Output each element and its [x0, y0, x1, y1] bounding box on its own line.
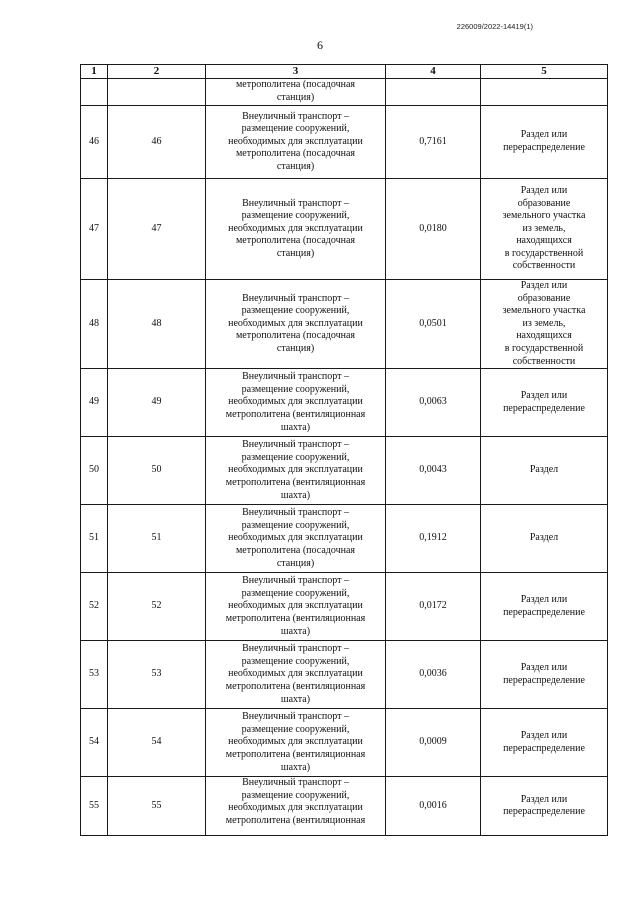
- plot-description: Внеуличный транспорт – размещение сооружений, необходимых для эксплуатации метрополитена (вентиляционная шахта): [225, 643, 366, 705]
- plot-number: 46: [108, 106, 206, 179]
- row-number: 50: [81, 437, 108, 505]
- formation-method: Раздел: [529, 532, 559, 544]
- formation-method: Раздел или перераспределение: [503, 390, 585, 414]
- continued-description: метрополитена (посадочная станция): [235, 79, 356, 103]
- table-row: [81, 437, 608, 505]
- plot-description: Внеуличный транспорт – размещение сооружений, необходимых для эксплуатации метрополитена (вентиляционная шахта): [225, 575, 366, 637]
- formation-method: Раздел или образование земельного участка из земель, находящихся в государственной собственности: [502, 280, 586, 367]
- row-number: 47: [81, 179, 108, 280]
- row-number: 46: [81, 106, 108, 179]
- formation-method: Раздел или перераспределение: [503, 793, 585, 818]
- plot-description: Внеуличный транспорт – размещение сооружений, необходимых для эксплуатации метрополитена (посадочная станция): [228, 110, 363, 172]
- formation-method: Раздел или перераспределение: [503, 730, 585, 754]
- plot-description: Внеуличный транспорт – размещение сооружений, необходимых для эксплуатации метрополитена (посадочная станция): [228, 507, 363, 569]
- formation-method: Раздел или образование земельного участка из земель, находящихся в государственной собственности: [502, 184, 586, 272]
- plot-area: 0,0063: [386, 369, 481, 437]
- table-row: [81, 369, 608, 437]
- plot-area: 0,7161: [386, 106, 481, 179]
- plot-area: 0,0016: [386, 777, 481, 836]
- formation-method: Раздел: [529, 464, 559, 476]
- row-number: 55: [81, 777, 108, 836]
- table-row: [81, 641, 608, 709]
- document-id: 226009/2022-14419(1): [456, 22, 533, 31]
- plot-number: 49: [108, 369, 206, 437]
- column-header-1: 1: [81, 65, 108, 79]
- page-number: 6: [317, 38, 323, 52]
- table-row: [81, 280, 608, 369]
- row-number: 52: [81, 573, 108, 641]
- plot-area: 0,0043: [386, 437, 481, 505]
- plot-description: Внеуличный транспорт – размещение сооружений, необходимых для эксплуатации метрополитена (посадочная станция): [228, 292, 363, 354]
- plot-number: 48: [108, 280, 206, 369]
- plot-description: Внеуличный транспорт – размещение сооружений, необходимых для эксплуатации метрополитена (вентиляционная: [225, 777, 366, 826]
- formation-method: Раздел или перераспределение: [503, 594, 585, 618]
- table-header-row: [81, 65, 608, 79]
- table-row: [81, 505, 608, 573]
- plot-area: 0,0036: [386, 641, 481, 709]
- column-header-2: 2: [108, 65, 206, 79]
- plot-number: 53: [108, 641, 206, 709]
- row-number: 53: [81, 641, 108, 709]
- plot-area: 0,0009: [386, 709, 481, 777]
- row-number: 49: [81, 369, 108, 437]
- plot-number: 52: [108, 573, 206, 641]
- row-number: 54: [81, 709, 108, 777]
- plot-area: 0,0501: [386, 280, 481, 369]
- plot-area: 0,1912: [386, 505, 481, 573]
- plot-description: Внеуличный транспорт – размещение сооружений, необходимых для эксплуатации метрополитена (вентиляционная шахта): [225, 439, 366, 501]
- table-row: [81, 106, 608, 179]
- land-plots-table: [80, 64, 608, 836]
- table-row: [81, 573, 608, 641]
- table-row: [81, 179, 608, 280]
- table-row: [81, 709, 608, 777]
- plot-description: Внеуличный транспорт – размещение сооружений, необходимых для эксплуатации метрополитена (посадочная станция): [228, 197, 363, 259]
- plot-description: Внеуличный транспорт – размещение сооружений, необходимых для эксплуатации метрополитена (вентиляционная шахта): [225, 371, 366, 433]
- column-header-5: 5: [481, 65, 608, 79]
- row-number: 48: [81, 280, 108, 369]
- plot-number: 55: [108, 777, 206, 836]
- row-number: 51: [81, 505, 108, 573]
- plot-number: 50: [108, 437, 206, 505]
- plot-number: 51: [108, 505, 206, 573]
- plot-number: 47: [108, 179, 206, 280]
- continued-row: [81, 79, 608, 106]
- formation-method: Раздел или перераспределение: [503, 129, 585, 153]
- plot-number: 54: [108, 709, 206, 777]
- column-header-3: 3: [206, 65, 386, 79]
- table-row: [81, 777, 608, 836]
- plot-area: 0,0172: [386, 573, 481, 641]
- column-header-4: 4: [386, 65, 481, 79]
- formation-method: Раздел или перераспределение: [503, 662, 585, 686]
- plot-description: Внеуличный транспорт – размещение сооружений, необходимых для эксплуатации метрополитена (вентиляционная шахта): [225, 711, 366, 773]
- plot-area: 0,0180: [386, 179, 481, 280]
